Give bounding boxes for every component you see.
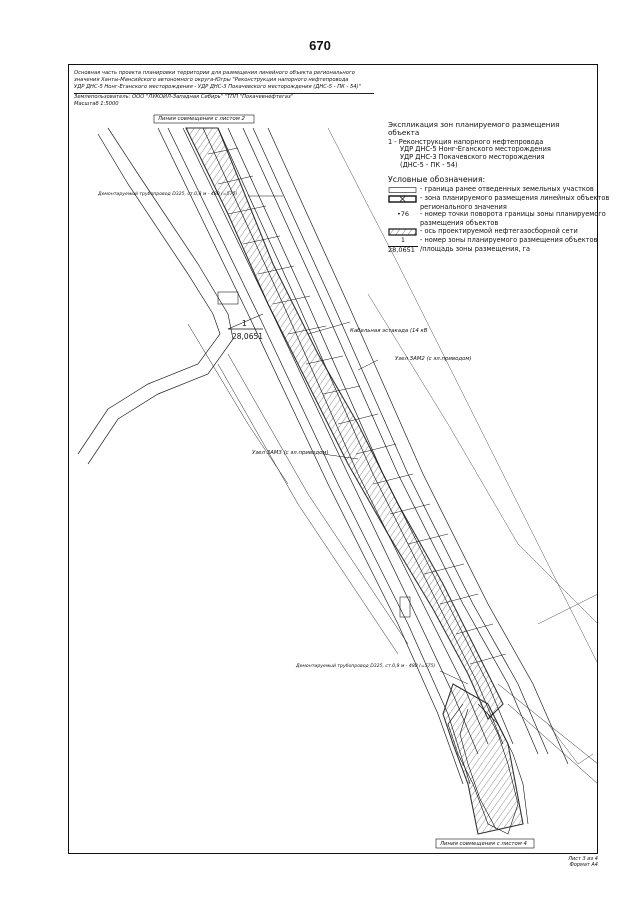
conditions-title: Условные обозначения: xyxy=(388,174,486,184)
header-line-3: УДР ДНС-5 Нонг-Еганского месторождения - УДР ДНС-3 Покачевского месторождения (ДНС-5 - ПК - 54)" xyxy=(74,84,361,91)
page-number: 670 xyxy=(309,38,331,53)
node2-label: Узел ЗАМ3 (с эл.приводом) xyxy=(252,450,329,456)
legend-row-zone-number xyxy=(388,236,598,245)
legend-text-turn-point: - номер точки поворота границы зоны планируемого xyxy=(420,210,606,219)
legend-row-area xyxy=(388,246,588,255)
legend-text-boundary: - граница ранее отведенных земельных участков xyxy=(420,184,594,193)
zone-number-symbol: 1 xyxy=(400,236,406,245)
zone-area-label: 28,0651 xyxy=(232,332,264,341)
legend-text-zone-cont: регионального значения xyxy=(420,202,507,211)
zone-symbol xyxy=(388,195,418,203)
legend-text-zone-number: - номер зоны планируемого размещения объектов xyxy=(420,236,598,245)
legend-text-zone: - зона планируемого размещения линейных объектов xyxy=(420,193,610,202)
right-line-5 xyxy=(538,594,598,624)
lower-left-line-2 xyxy=(218,364,398,654)
sheet-format: Формат А4 xyxy=(569,862,598,868)
bottom-match-label: Линия совмещения с листом 4 xyxy=(440,841,527,847)
project-header xyxy=(74,70,374,108)
explication-sub-3: (ДНС-5 - ПК - 54) xyxy=(400,160,458,169)
legend-row-turn-point xyxy=(388,210,606,219)
pipe-bottom-label: Демонтируемый трубопровод D325, ст.0,8 м - 480 (=575) xyxy=(296,664,436,669)
header-scale: Масштаб 1:5000 xyxy=(74,100,119,107)
axis-symbol xyxy=(388,228,418,236)
legend-row-zone xyxy=(388,193,610,203)
node1-label: Узел ЗАМ2 (с эл.приводом) xyxy=(395,356,472,362)
area-symbol: 28,0651 xyxy=(388,246,418,255)
legend-row-axis xyxy=(388,228,588,236)
header-line-1: Основная часть проекта планировки территории для размещения линейного объекта регионального xyxy=(74,70,355,76)
legend-text-area: /площадь зоны размещения, га xyxy=(420,245,531,254)
right-line-6 xyxy=(548,724,593,764)
road-left-1 xyxy=(78,134,220,454)
header-line-2: значения Ханты-Мансийского автономного округа-Югры "Реконструкция напорного нефтепровода xyxy=(74,77,349,84)
zone-number-label: 1 xyxy=(242,319,247,328)
explication-item: 1 - Реконструкция напорного нефтепровода xyxy=(388,137,544,146)
sheet-number: Лист 3 из 4 xyxy=(568,856,598,862)
sheet-footer xyxy=(568,856,598,868)
legend-row-boundary xyxy=(388,184,594,194)
right-line-2 xyxy=(368,294,598,624)
boundary-symbol xyxy=(388,186,418,194)
explication-sub-1: УДР ДНС-5 Нонг-Еганского месторождения xyxy=(400,145,551,154)
top-match-label: Линия совмещения с листом 2 xyxy=(158,116,245,122)
turn-point-symbol: •76 xyxy=(396,210,410,219)
header-land-user: Землепользователь: ООО "ЛУКОЙЛ-Западная Сибирь" "ТПП "Покачевнефтегаз" xyxy=(74,93,294,100)
map-legend xyxy=(388,120,610,256)
right-line-4 xyxy=(508,704,598,784)
explication-title: Экспликация зон планируемого размещения объекта xyxy=(388,120,560,137)
header-title-box xyxy=(74,70,374,94)
pipe-top-label: Демонтируемый трубопровод D325, ст.0,8 м - 480 (=575) xyxy=(98,192,238,197)
legend-text-turn-point-cont: размещения объектов xyxy=(420,219,499,228)
cable-label: Кабельная эстакада (14 кВ xyxy=(350,328,428,334)
legend-text-axis: - ось проектируемой нефтегазосборной сети xyxy=(420,227,578,236)
explication-sub-2: УДР ДНС-3 Покачевского месторождения xyxy=(400,153,545,162)
